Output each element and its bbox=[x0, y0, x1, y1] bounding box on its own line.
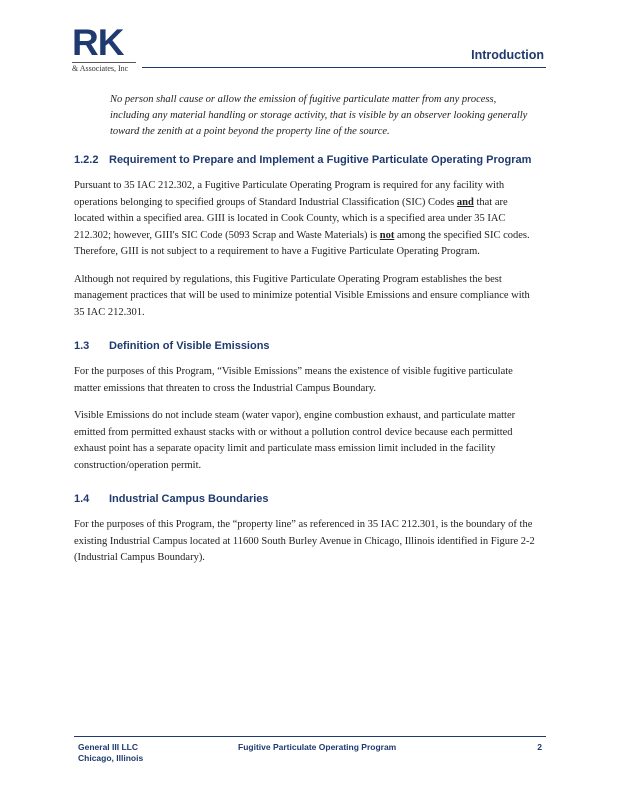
page-content bbox=[74, 92, 538, 578]
section-heading-1-2-2 bbox=[74, 154, 538, 166]
footer-company-block bbox=[78, 742, 143, 764]
section-heading-1-3 bbox=[74, 340, 538, 352]
footer-location: Chicago, Illinois bbox=[78, 753, 144, 763]
logo-mark: RK bbox=[72, 22, 124, 63]
emphasis-and: and bbox=[456, 196, 474, 208]
paragraph-1-4-a: For the purposes of this Program, the “property line” as referenced in 35 IAC 212.301, is the boundary of the existing Industrial Campus located at 11600 South Burley Avenue in Chicago, Illinois identified in Figure 2-2 (Industrial Campus Boundary). bbox=[74, 519, 535, 563]
section-number: 1.3 bbox=[74, 340, 90, 352]
footer-rule bbox=[74, 736, 546, 737]
text-run: that are located within a specified area. GIII is located in Cook County, which is a specified area under 35 IAC 212.302; however, GIII's SIC Code (5093 Scrap and Waste Materials) is bbox=[74, 196, 508, 241]
header-rule bbox=[142, 67, 546, 68]
footer-company: General III LLC bbox=[78, 742, 138, 752]
text-run: among the specified SIC codes. Therefore, GIII is not subject to a requirement to have a Fugitive Particulate Operating Program. bbox=[74, 229, 530, 257]
footer-doc-title: Fugitive Particulate Operating Program bbox=[238, 742, 397, 752]
section-title: Requirement to Prepare and Implement a Fugitive Particulate Operating Program bbox=[109, 154, 532, 166]
paragraph-1-2-2-a bbox=[74, 178, 538, 261]
regulation-quote: No person shall cause or allow the emission of fugitive particulate matter from any process, including any material handling or storage activity, that is visible by an observer looking generally toward the zenith at a point beyond the property line of the source. bbox=[110, 94, 528, 137]
section-number: 1.4 bbox=[74, 493, 90, 505]
section-title: Definition of Visible Emissions bbox=[109, 340, 270, 352]
section-heading-1-4 bbox=[74, 493, 538, 505]
header-section-title: Introduction bbox=[471, 48, 544, 62]
section-number: 1.2.2 bbox=[74, 154, 99, 166]
section-title: Industrial Campus Boundaries bbox=[109, 493, 269, 505]
emphasis-not: not bbox=[379, 229, 395, 241]
text-run: Pursuant to 35 IAC 212.302, a Fugitive Particulate Operating Program is required for any facility with operations belonging to specified groups of Standard Industrial Classification (SIC) Codes bbox=[74, 180, 505, 208]
company-logo bbox=[72, 24, 136, 74]
paragraph-1-3-b: Visible Emissions do not include steam (water vapor), engine combustion exhaust, and particulate matter emitted from permitted exhaust stacks with or without a pollution control device because each permitted exhaust point has a separate opacity limit and particulate mass emission limit included in the facility construction/operation permit. bbox=[74, 410, 516, 471]
footer-page-number: 2 bbox=[537, 742, 542, 752]
logo-subtitle: & Associates, Inc bbox=[72, 62, 136, 74]
paragraph-1-3-a: For the purposes of this Program, “Visible Emissions” means the existence of visible fugitive particulate matter emissions that threaten to cross the Industrial Campus Boundary. bbox=[74, 366, 513, 394]
paragraph-1-2-2-b: Although not required by regulations, this Fugitive Particulate Operating Program establishes the best management practices that will be used to minimize potential Visible Emissions and ensure compliance with 35 IAC 212.301. bbox=[74, 273, 530, 318]
